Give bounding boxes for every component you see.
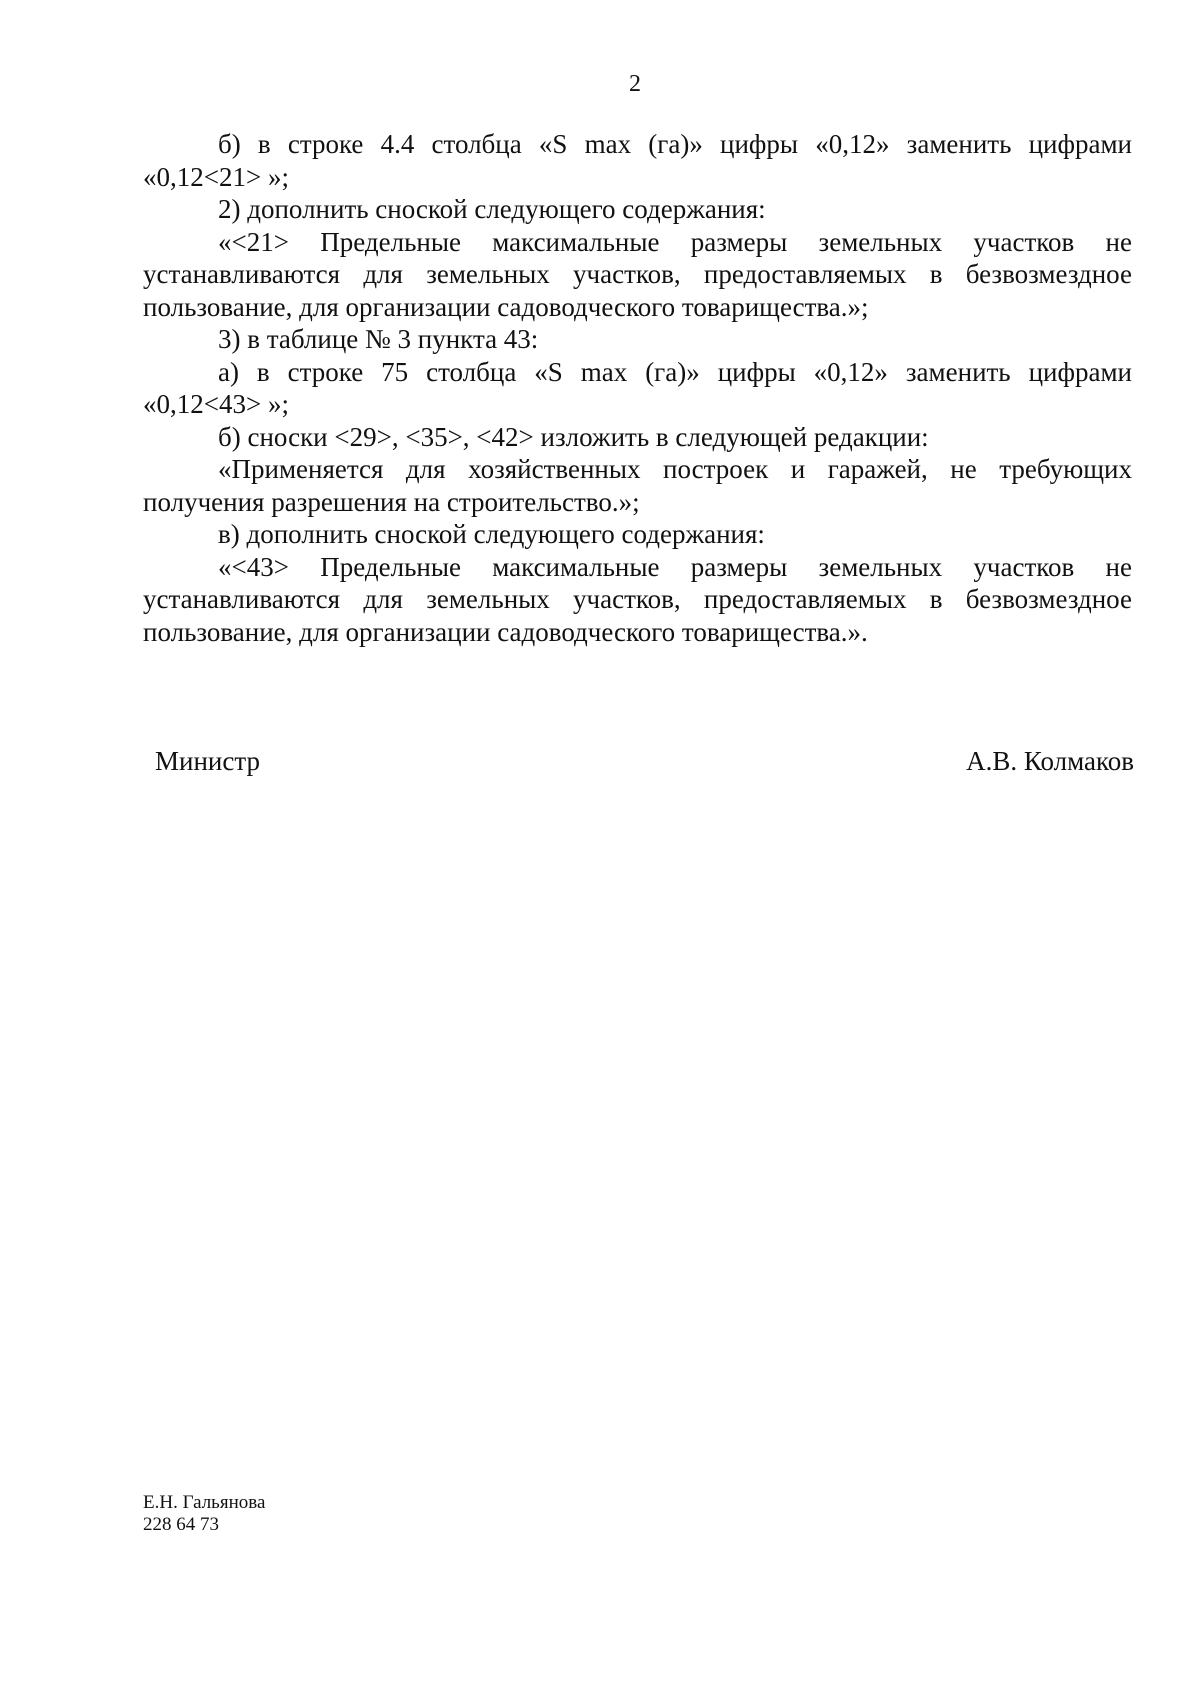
signatory-position: Министр — [155, 746, 260, 776]
executor-phone: 228 64 73 — [143, 1514, 219, 1535]
paragraph-item-a-row-75: а) в строке 75 столбца «S max (га)» цифры «0,12» заменить цифрами «0,12<43> »; — [143, 356, 1132, 419]
paragraph-item-b-row-4-4: б) в строке 4.4 столбца «S max (га)» цифры «0,12» заменить цифрами «0,12<21> »; — [143, 129, 1132, 192]
paragraph-item-3: 3) в таблице № 3 пункта 43: — [218, 324, 539, 354]
executor-block — [143, 1492, 265, 1536]
paragraph-item-b-footnotes: б) сноски <29>, <35>, <42> изложить в следующей редакции: — [218, 421, 929, 452]
paragraph-footnotes-text: «Применяется для хозяйственных построек и гаражей, не требующих получения разрешения на строительство.»; — [143, 454, 1132, 517]
signatory-name: А.В. Колмаков — [966, 746, 1134, 776]
document-body — [143, 128, 1132, 648]
paragraph-item-v: в) дополнить сноской следующего содержания: — [218, 519, 765, 549]
paragraph-footnote-43: «<43> Предельные максимальные размеры земельных участков не устанавливаются для земельных участков, предоставляемых в безвозмездное пользование, для организации садоводческого товарищества.». — [143, 551, 1132, 647]
paragraph-item-2: 2) дополнить сноской следующего содержания: — [218, 194, 766, 224]
paragraph-footnote-21: «<21> Предельные максимальные размеры земельных участков не устанавливаются для земельных участков, предоставляемых в безвозмездное пользование, для организации садоводческого товарищества.»; — [143, 226, 1132, 322]
page-number: 2 — [629, 71, 641, 97]
executor-name: Е.Н. Гальянова — [143, 1492, 266, 1513]
